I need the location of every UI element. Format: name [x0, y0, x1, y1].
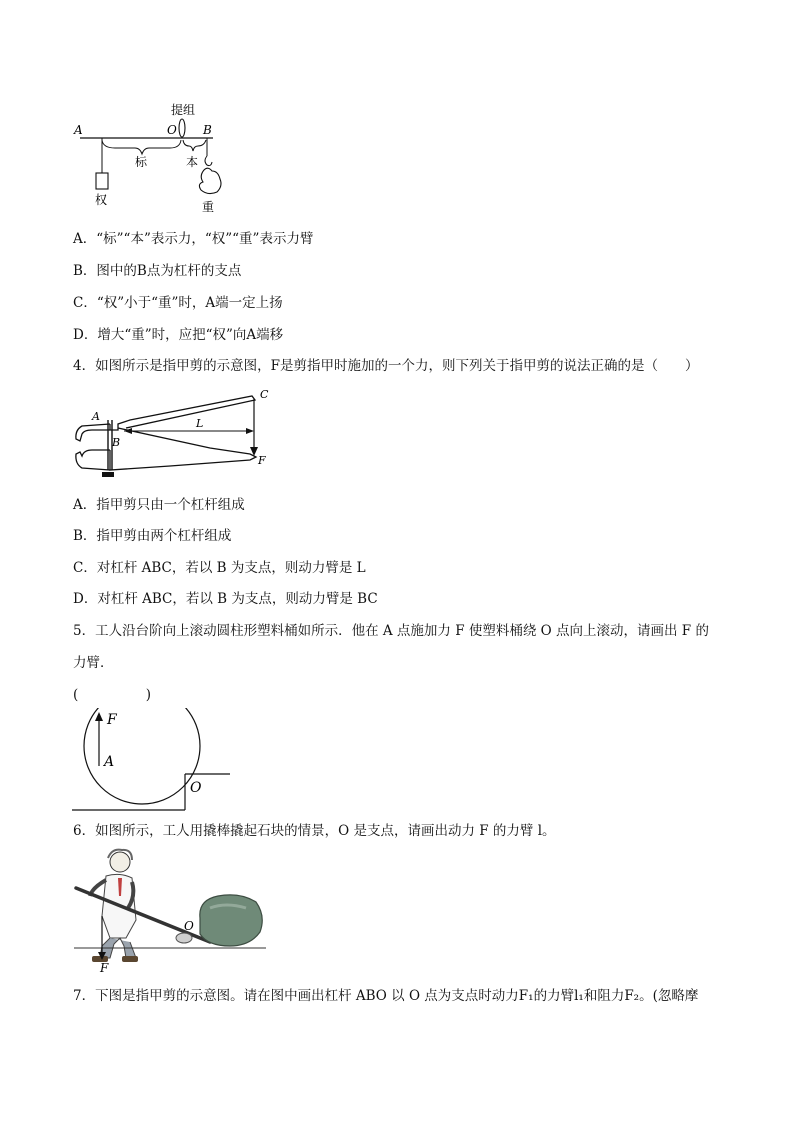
brace-biao: [102, 140, 181, 154]
clip-label-A: A: [92, 410, 100, 423]
q5-stem-line2: 力臂．: [73, 655, 114, 671]
rod-base: [102, 472, 114, 477]
label-A: A: [74, 123, 83, 137]
steelyard-lifting-cord: [179, 119, 185, 137]
lower-arm: [110, 428, 256, 470]
crowbar: [76, 888, 210, 942]
crowbar-label-O: O: [184, 919, 194, 933]
clip-label-F: F: [258, 454, 266, 467]
label-B: B: [203, 123, 212, 137]
q3-option-d: D．增大“重”时，应把“权”向A端移: [73, 327, 284, 343]
q4-stem: 4．如图所示是指甲剪的示意图，F是剪指甲时施加的一个力，则下列关于指甲剪的说法正确的是（ ）: [73, 358, 699, 374]
L-arrow-head-right: [246, 428, 254, 434]
worker-shoe-right: [122, 956, 138, 962]
label-biao: 标: [135, 155, 148, 169]
nail-clipper-figure: [70, 384, 280, 484]
hook: [205, 156, 212, 166]
L-arrow-head-left: [124, 428, 132, 434]
crowbar-label-F: F: [100, 961, 109, 974]
barrel-label-F: F: [107, 712, 117, 728]
quan-weight: [96, 173, 108, 189]
q3-option-c: C．“权”小于“重”时，A端一定上扬: [73, 295, 283, 311]
barrel-circle: [84, 708, 200, 804]
worker-head: [110, 852, 130, 872]
brace-ben: [183, 140, 206, 151]
fulcrum-stone: [176, 933, 192, 943]
clip-label-C: C: [260, 388, 269, 401]
barrel-step-figure: [70, 708, 235, 816]
q4-option-a: A．指甲剪只由一个杠杆组成: [73, 497, 245, 513]
label-zhong: 重: [202, 200, 215, 214]
clip-label-B: B: [112, 436, 121, 449]
q3-option-a: A．“标”“本”表示力，“权”“重”表示力臂: [73, 231, 314, 247]
q4-option-c: C．对杠杆 ABC，若以 B 为支点，则动力臂是 L: [73, 560, 366, 576]
barrel-label-A: A: [104, 754, 115, 770]
steelyard-figure: [70, 98, 230, 216]
q4-option-d: D．对杠杆 ABC，若以 B 为支点，则动力臂是 BC: [73, 591, 378, 607]
q5-answer-blank: ( ): [73, 687, 152, 703]
force-F-arrow: [95, 712, 103, 721]
q7-stem: 7．下图是指甲剪的示意图。请在图中画出杠杆 ABO 以 O 点为支点时动力F₁的力臂l₁和阻力F₂。(忽略摩: [73, 988, 699, 1004]
upper-jaw: [76, 424, 110, 441]
q4-option-b: B．指甲剪由两个杠杆组成: [73, 528, 232, 544]
q5-stem-line1: 5．工人沿台阶向上滚动圆柱形塑料桶如所示．他在 A 点施加力 F 使塑料桶绕 O 点向上滚动，请画出 F 的: [73, 623, 709, 639]
big-rock: [200, 895, 262, 946]
label-tizu: 提组: [171, 103, 196, 117]
zhong-object: [199, 168, 221, 193]
clip-label-L: L: [196, 417, 204, 430]
crowbar-figure: [70, 846, 270, 974]
q3-option-b: B．图中的B点为杠杆的支点: [73, 263, 242, 279]
q6-stem: 6．如图所示，工人用撬棒撬起石块的情景，O 是支点，请画出动力 F 的力臂 l。: [73, 823, 556, 839]
upper-arm: [110, 396, 255, 430]
label-ben: 本: [186, 155, 199, 169]
label-quan: 权: [95, 193, 108, 207]
barrel-label-O: O: [190, 780, 202, 796]
lower-jaw: [76, 450, 110, 470]
label-O: O: [167, 123, 177, 137]
